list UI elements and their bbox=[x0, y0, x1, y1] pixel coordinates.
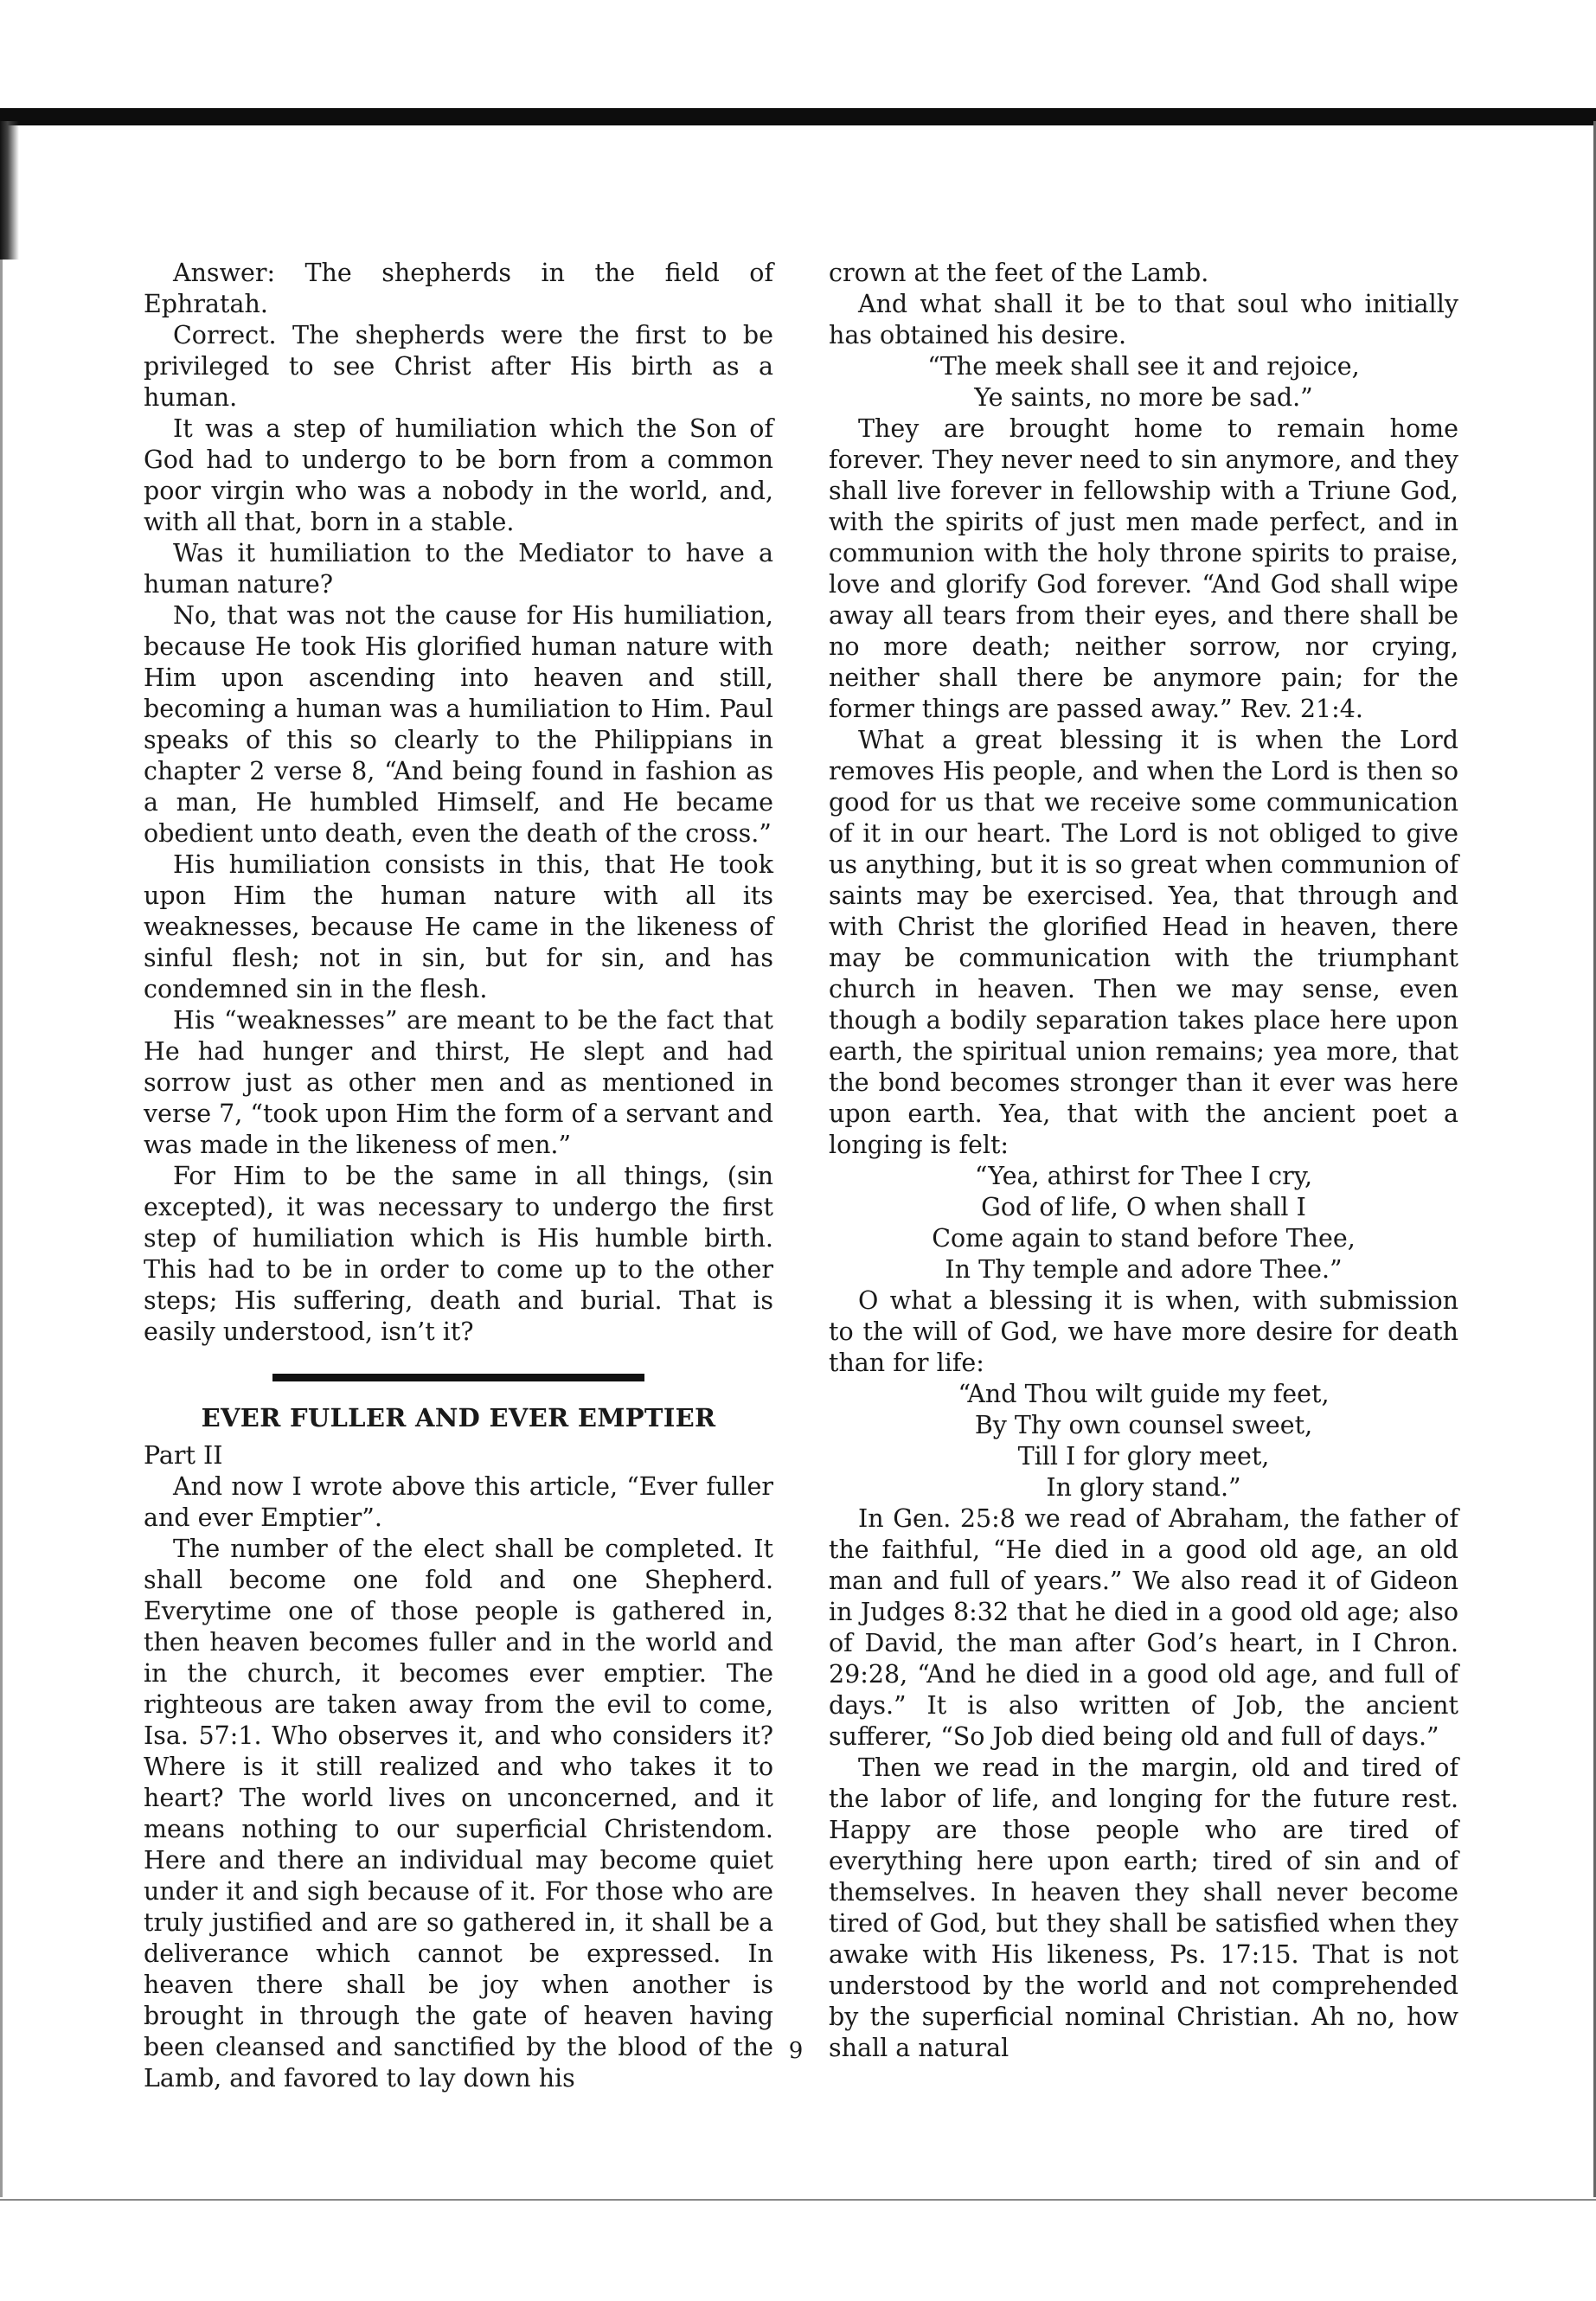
paragraph: No, that was not the cause for His humiliation, because He took His glorified human nature with Him upon ascending into heaven and still, becoming a human was a humiliation to Him. Paul speaks of this so clearly to the Philippians in chapter 2 verse 8, “And being found in fashion as a man, He humbled Himself, and He became obedient unto death, even the death of the cross.” bbox=[144, 601, 773, 848]
verse-line: God of life, O when shall I bbox=[981, 1193, 1306, 1221]
paragraph: crown at the feet of the Lamb. bbox=[829, 259, 1209, 287]
paragraph: Answer: The shepherds in the field of Ephratah. bbox=[144, 259, 773, 318]
scan-shadow-left bbox=[0, 121, 19, 260]
right-column bbox=[829, 258, 1458, 2064]
page-number: 9 bbox=[788, 2038, 804, 2064]
section-divider bbox=[272, 1374, 644, 1381]
verse-line: In glory stand.” bbox=[1046, 1473, 1241, 1502]
paragraph: The number of the elect shall be completed. It shall become one fold and one Shepherd. Everytime one of those people is gathered in, then heaven becomes fuller and in the world and in the church, it becomes ever emptier. The righteous are taken away from the evil to come, Isa. 57:1. Who observes it, and who considers it? Where is it still realized and who takes it to heart? The world lives on unconcerned, and it means nothing to our superficial Christendom. Here and there an individual may become quiet under it and sigh because of it. For those who are truly justified and are so gathered in, it shall be a deliverance which cannot be expressed. In heaven there shall be joy when another is brought in through the gate of heaven having been cleansed and sanctified by the blood of the Lamb, and favored to lay down his bbox=[144, 1535, 773, 2093]
scan-edge-left bbox=[0, 260, 3, 2197]
verse-line: Come again to stand before Thee, bbox=[932, 1224, 1356, 1253]
verse-line: In Thy temple and adore Thee.” bbox=[945, 1255, 1343, 1284]
paragraph: It was a step of humiliation which the Son of God had to undergo to be born from a common poor virgin who was a nobody in the world, and, with all that, born in a stable. bbox=[144, 414, 773, 536]
paragraph: And now I wrote above this article, “Ever fuller and ever Emptier”. bbox=[144, 1472, 773, 1532]
verse-block bbox=[829, 351, 1458, 413]
part-label: Part II bbox=[144, 1441, 223, 1470]
article-title: EVER FULLER AND EVER EMPTIER bbox=[201, 1403, 716, 1433]
scan-border-top bbox=[0, 108, 1596, 125]
paragraph: Was it humiliation to the Mediator to have a human nature? bbox=[144, 539, 773, 599]
paragraph: Then we read in the margin, old and tired of the labor of life, and longing for the future rest. Happy are those people who are tired of everything here upon earth; tired of sin and of themselves. In heaven they shall never become tired of God, but they shall be satisfied when they awake with His likeness, Ps. 17:15. That is not understood by the world and not comprehended by the superficial nominal Christian. Ah no, how shall a natural bbox=[829, 1753, 1458, 2062]
paragraph: His “weaknesses” are meant to be the fact that He had hunger and thirst, He slept and had sorrow just as other men and as mentioned in verse 7, “took upon Him the form of a servant and was made in the likeness of men.” bbox=[144, 1006, 773, 1159]
scan-edge-bottom bbox=[0, 2199, 1596, 2201]
paragraph: His humiliation consists in this, that He took upon Him the human nature with all its weaknesses, because He came in the likeness of sinful flesh; not in sin, but for sin, and has condemned sin in the flesh. bbox=[144, 850, 773, 1003]
verse-block bbox=[829, 1161, 1458, 1285]
paragraph: In Gen. 25:8 we read of Abraham, the father of the faithful, “He died in a good old age, an old man and full of years.” We also read it of Gideon in Judges 8:32 that he died in a good old age; also of David, the man after God’s heart, in I Chron. 29:28, “And he died in a good old age, and full of days.” It is also written of Job, the ancient sufferer, “So Job died being old and full of days.” bbox=[829, 1504, 1458, 1751]
verse-line: By Thy own counsel sweet, bbox=[974, 1411, 1313, 1439]
verse-line: “The meek shall see it and rejoice, bbox=[927, 352, 1360, 381]
paragraph: They are brought home to remain home forever. They never need to sin anymore, and they shall live forever in fellowship with a Triune God, with the spirits of just men made perfect, and in communion with the holy throne spirits to praise, love and glorify God forever. “And God shall wipe away all tears from their eyes, and there shall be no more death; neither sorrow, nor crying, neither shall there be anymore pain; for the former things are passed away.” Rev. 21:4. bbox=[829, 414, 1458, 723]
paragraph: For Him to be the same in all things, (sin excepted), it was necessary to undergo the first step of humiliation which is His humble birth. This had to be in order to come up to the other steps; His suffering, death and burial. That is easily understood, isn’t it? bbox=[144, 1162, 773, 1346]
left-column bbox=[144, 258, 773, 2094]
verse-line: “And Thou wilt guide my feet, bbox=[958, 1380, 1330, 1408]
paragraph: O what a blessing it is when, with submission to the will of God, we have more desire for death than for life: bbox=[829, 1286, 1458, 1377]
verse-line: Till I for glory meet, bbox=[1017, 1442, 1270, 1471]
paragraph: Correct. The shepherds were the first to be privileged to see Christ after His birth as a human. bbox=[144, 321, 773, 412]
verse-line: Ye saints, no more be sad.” bbox=[974, 383, 1313, 412]
paragraph: What a great blessing it is when the Lord removes His people, and when the Lord is then so good for us that we receive some communication of it in our heart. The Lord is not obliged to give us anything, but it is so great when communion of saints may be exercised. Yea, that through and with Christ the glorified Head in heaven, there may be communication with the triumphant church in heaven. Then we may sense, even though a bodily separation takes place here upon earth, the spiritual union remains; yea more, that the bond becomes stronger than it ever was here upon earth. Yea, that with the ancient poet a longing is felt: bbox=[829, 726, 1458, 1159]
verse-block bbox=[829, 1379, 1458, 1503]
verse-line: “Yea, athirst for Thee I cry, bbox=[974, 1162, 1313, 1190]
paragraph: And what shall it be to that soul who initially has obtained his desire. bbox=[829, 290, 1458, 349]
